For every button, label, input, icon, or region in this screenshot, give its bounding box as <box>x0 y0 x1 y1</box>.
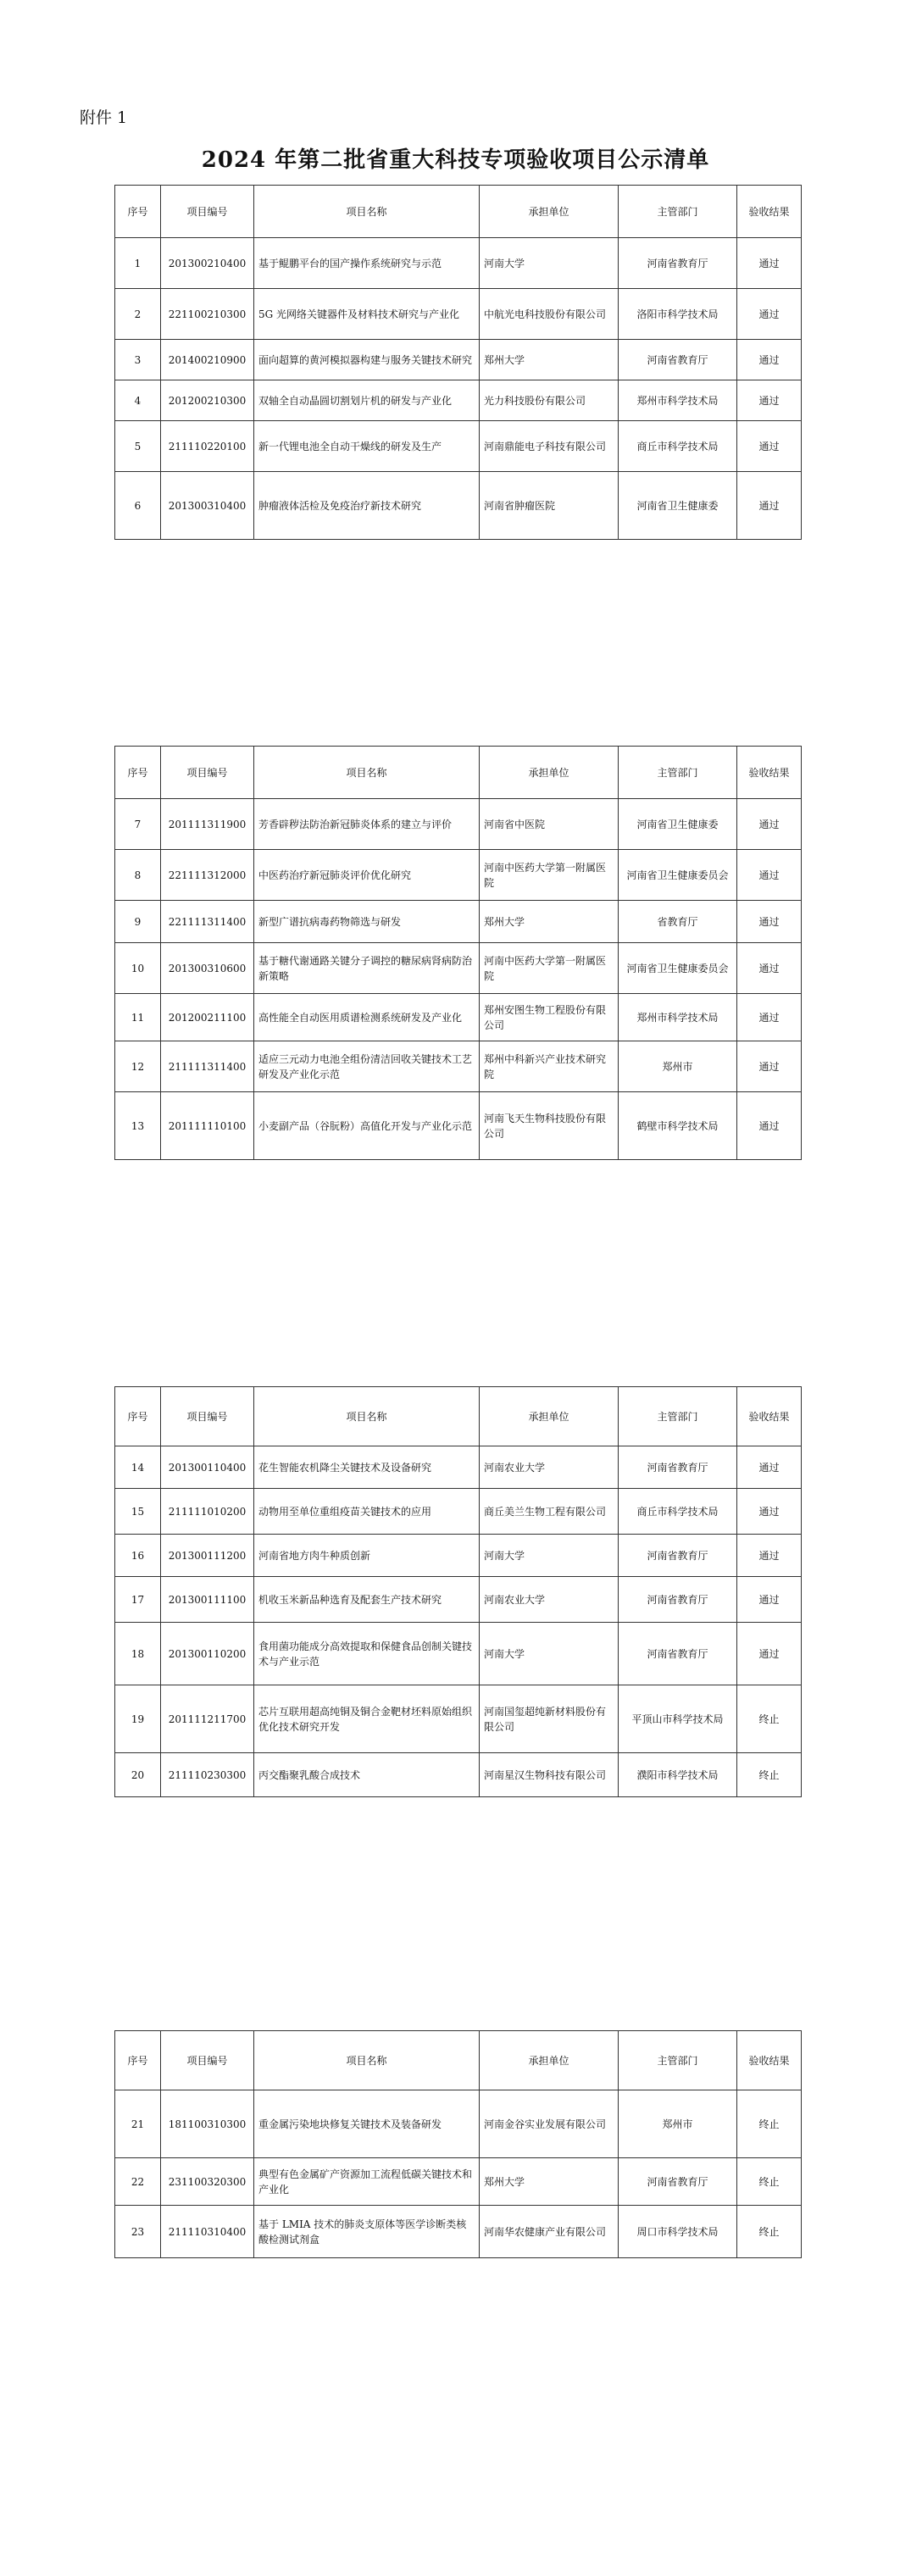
header-dept: 主管部门 <box>619 1387 737 1446</box>
row-dept: 河南省卫生健康委员会 <box>619 943 737 994</box>
row-dept: 河南省教育厅 <box>619 2158 737 2206</box>
row-no: 4 <box>115 380 161 421</box>
table-row <box>115 1041 802 1092</box>
row-no: 20 <box>115 1753 161 1797</box>
row-result: 通过 <box>737 1041 802 1092</box>
row-code: 211110230300 <box>161 1753 254 1797</box>
row-name: 中医药治疗新冠肺炎评价优化研究 <box>254 850 480 901</box>
table-row <box>115 340 802 380</box>
row-dept: 河南省卫生健康委员会 <box>619 850 737 901</box>
row-dept: 河南省教育厅 <box>619 1623 737 1685</box>
row-name: 肿瘤液体活检及免疫治疗新技术研究 <box>254 472 480 540</box>
header-result: 验收结果 <box>737 1387 802 1446</box>
row-name: 丙交酯聚乳酸合成技术 <box>254 1753 480 1797</box>
row-unit: 中航光电科技股份有限公司 <box>480 289 619 340</box>
row-name: 基于鲲鹏平台的国产操作系统研究与示范 <box>254 238 480 289</box>
row-name: 典型有色金属矿产资源加工流程低碳关键技术和产业化 <box>254 2158 480 2206</box>
table-row <box>115 1577 802 1623</box>
row-result: 通过 <box>737 799 802 850</box>
row-code: 221100210300 <box>161 289 254 340</box>
header-code: 项目编号 <box>161 747 254 799</box>
table-header-row <box>115 747 802 799</box>
row-code: 221111311400 <box>161 901 254 943</box>
table-row <box>115 799 802 850</box>
table-row <box>115 472 802 540</box>
row-result: 通过 <box>737 1446 802 1489</box>
header-no: 序号 <box>115 186 161 238</box>
row-unit: 河南农业大学 <box>480 1446 619 1489</box>
row-code: 211111311400 <box>161 1041 254 1092</box>
row-code: 201300111200 <box>161 1535 254 1577</box>
row-result: 通过 <box>737 943 802 994</box>
row-unit: 商丘美兰生物工程有限公司 <box>480 1489 619 1535</box>
row-dept: 商丘市科学技术局 <box>619 1489 737 1535</box>
table-row <box>115 2090 802 2158</box>
row-dept: 郑州市 <box>619 1041 737 1092</box>
row-name: 适应三元动力电池全组份清洁回收关键技术工艺研发及产业化示范 <box>254 1041 480 1092</box>
table-row <box>115 380 802 421</box>
row-dept: 河南省教育厅 <box>619 1577 737 1623</box>
table-row <box>115 1446 802 1489</box>
row-unit: 河南中医药大学第一附属医院 <box>480 850 619 901</box>
header-name: 项目名称 <box>254 2031 480 2090</box>
row-no: 16 <box>115 1535 161 1577</box>
table-row <box>115 1753 802 1797</box>
project-table-4 <box>114 2030 802 2258</box>
row-result: 通过 <box>737 421 802 472</box>
row-code: 201300310600 <box>161 943 254 994</box>
row-no: 8 <box>115 850 161 901</box>
row-dept: 河南省教育厅 <box>619 1535 737 1577</box>
row-no: 14 <box>115 1446 161 1489</box>
row-code: 201400210900 <box>161 340 254 380</box>
row-no: 2 <box>115 289 161 340</box>
page-title: 2024 年第二批省重大科技专项验收项目公示清单 <box>201 147 710 173</box>
row-code: 211110310400 <box>161 2206 254 2258</box>
row-code: 201200210300 <box>161 380 254 421</box>
row-code: 211111010200 <box>161 1489 254 1535</box>
row-name: 花生智能农机降尘关键技术及设备研究 <box>254 1446 480 1489</box>
row-no: 10 <box>115 943 161 994</box>
row-code: 221111312000 <box>161 850 254 901</box>
row-no: 19 <box>115 1685 161 1753</box>
row-result: 终止 <box>737 2206 802 2258</box>
row-unit: 郑州大学 <box>480 2158 619 2206</box>
header-unit: 承担单位 <box>480 747 619 799</box>
row-dept: 河南省教育厅 <box>619 340 737 380</box>
row-name: 芯片互联用超高纯铜及铜合金靶材坯料原始组织优化技术研究开发 <box>254 1685 480 1753</box>
row-no: 13 <box>115 1092 161 1160</box>
row-unit: 河南中医药大学第一附属医院 <box>480 943 619 994</box>
header-unit: 承担单位 <box>480 2031 619 2090</box>
header-unit: 承担单位 <box>480 186 619 238</box>
header-unit: 承担单位 <box>480 1387 619 1446</box>
row-unit: 河南金谷实业发展有限公司 <box>480 2090 619 2158</box>
row-result: 通过 <box>737 1577 802 1623</box>
row-dept: 濮阳市科学技术局 <box>619 1753 737 1797</box>
row-result: 终止 <box>737 2090 802 2158</box>
row-name: 新一代锂电池全自动干燥线的研发及生产 <box>254 421 480 472</box>
row-unit: 河南农业大学 <box>480 1577 619 1623</box>
table-row <box>115 1685 802 1753</box>
row-unit: 河南大学 <box>480 1535 619 1577</box>
row-result: 通过 <box>737 340 802 380</box>
header-result: 验收结果 <box>737 747 802 799</box>
header-no: 序号 <box>115 1387 161 1446</box>
row-dept: 鹤壁市科学技术局 <box>619 1092 737 1160</box>
row-unit: 河南国玺超纯新材料股份有限公司 <box>480 1685 619 1753</box>
row-result: 终止 <box>737 1685 802 1753</box>
table-row <box>115 994 802 1041</box>
header-name: 项目名称 <box>254 186 480 238</box>
header-no: 序号 <box>115 747 161 799</box>
row-result: 通过 <box>737 1535 802 1577</box>
table-header-row <box>115 1387 802 1446</box>
table-row <box>115 1092 802 1160</box>
project-table-1 <box>114 185 802 540</box>
row-no: 18 <box>115 1623 161 1685</box>
header-name: 项目名称 <box>254 1387 480 1446</box>
row-no: 17 <box>115 1577 161 1623</box>
row-unit: 光力科技股份有限公司 <box>480 380 619 421</box>
row-code: 231100320300 <box>161 2158 254 2206</box>
row-result: 终止 <box>737 2158 802 2206</box>
table-row <box>115 289 802 340</box>
row-result: 通过 <box>737 289 802 340</box>
header-dept: 主管部门 <box>619 747 737 799</box>
row-result: 通过 <box>737 380 802 421</box>
row-name: 机收玉米新品种选育及配套生产技术研究 <box>254 1577 480 1623</box>
row-unit: 河南飞天生物科技股份有限公司 <box>480 1092 619 1160</box>
row-no: 11 <box>115 994 161 1041</box>
row-result: 通过 <box>737 238 802 289</box>
row-code: 201300110400 <box>161 1446 254 1489</box>
table-row <box>115 421 802 472</box>
row-no: 3 <box>115 340 161 380</box>
table-row <box>115 2206 802 2258</box>
row-unit: 郑州中科新兴产业技术研究院 <box>480 1041 619 1092</box>
row-code: 201300110200 <box>161 1623 254 1685</box>
row-name: 小麦副产品（谷朊粉）高值化开发与产业化示范 <box>254 1092 480 1160</box>
attachment-label: 附件 1 <box>80 108 128 127</box>
row-no: 7 <box>115 799 161 850</box>
row-dept: 河南省卫生健康委 <box>619 472 737 540</box>
row-code: 201300210400 <box>161 238 254 289</box>
row-code: 201300310400 <box>161 472 254 540</box>
table-row <box>115 2158 802 2206</box>
row-name: 新型广谱抗病毒药物筛选与研发 <box>254 901 480 943</box>
project-table-2 <box>114 746 802 1160</box>
row-no: 9 <box>115 901 161 943</box>
row-unit: 郑州安图生物工程股份有限公司 <box>480 994 619 1041</box>
row-name: 动物用至单位重组疫苗关键技术的应用 <box>254 1489 480 1535</box>
row-result: 通过 <box>737 994 802 1041</box>
header-no: 序号 <box>115 2031 161 2090</box>
header-name: 项目名称 <box>254 747 480 799</box>
row-dept: 周口市科学技术局 <box>619 2206 737 2258</box>
row-unit: 郑州大学 <box>480 901 619 943</box>
row-code: 201200211100 <box>161 994 254 1041</box>
row-result: 通过 <box>737 472 802 540</box>
row-name: 5G 光网络关键器件及材料技术研究与产业化 <box>254 289 480 340</box>
table-header-row <box>115 186 802 238</box>
header-code: 项目编号 <box>161 2031 254 2090</box>
row-result: 通过 <box>737 1489 802 1535</box>
row-code: 201111311900 <box>161 799 254 850</box>
header-dept: 主管部门 <box>619 2031 737 2090</box>
row-unit: 河南大学 <box>480 1623 619 1685</box>
row-unit: 河南鼎能电子科技有限公司 <box>480 421 619 472</box>
row-name: 芳香辟秽法防治新冠肺炎体系的建立与评价 <box>254 799 480 850</box>
row-dept: 商丘市科学技术局 <box>619 421 737 472</box>
row-result: 通过 <box>737 1092 802 1160</box>
row-result: 通过 <box>737 901 802 943</box>
row-no: 21 <box>115 2090 161 2158</box>
table-row <box>115 1489 802 1535</box>
header-code: 项目编号 <box>161 1387 254 1446</box>
row-no: 23 <box>115 2206 161 2258</box>
row-name: 基于 LMIA 技术的肺炎支原体等医学诊断类核酸检测试剂盒 <box>254 2206 480 2258</box>
row-dept: 郑州市科学技术局 <box>619 994 737 1041</box>
row-result: 通过 <box>737 1623 802 1685</box>
row-dept: 洛阳市科学技术局 <box>619 289 737 340</box>
table-row <box>115 1535 802 1577</box>
header-result: 验收结果 <box>737 186 802 238</box>
row-no: 12 <box>115 1041 161 1092</box>
row-unit: 郑州大学 <box>480 340 619 380</box>
header-code: 项目编号 <box>161 186 254 238</box>
table-row <box>115 850 802 901</box>
row-code: 201111110100 <box>161 1092 254 1160</box>
row-result: 终止 <box>737 1753 802 1797</box>
row-unit: 河南华农健康产业有限公司 <box>480 2206 619 2258</box>
table-row <box>115 1623 802 1685</box>
row-name: 基于糖代谢通路关键分子调控的糖尿病肾病防治新策略 <box>254 943 480 994</box>
row-unit: 河南大学 <box>480 238 619 289</box>
project-table-3 <box>114 1386 802 1797</box>
row-code: 211110220100 <box>161 421 254 472</box>
row-no: 6 <box>115 472 161 540</box>
table-row <box>115 943 802 994</box>
row-dept: 省教育厅 <box>619 901 737 943</box>
row-no: 1 <box>115 238 161 289</box>
row-unit: 河南星汉生物科技有限公司 <box>480 1753 619 1797</box>
row-no: 5 <box>115 421 161 472</box>
table-header-row <box>115 2031 802 2090</box>
row-dept: 郑州市 <box>619 2090 737 2158</box>
row-name: 重金属污染地块修复关键技术及装备研发 <box>254 2090 480 2158</box>
table-row <box>115 901 802 943</box>
table-row <box>115 238 802 289</box>
row-dept: 河南省卫生健康委 <box>619 799 737 850</box>
row-name: 高性能全自动医用质谱检测系统研发及产业化 <box>254 994 480 1041</box>
row-name: 河南省地方肉牛种质创新 <box>254 1535 480 1577</box>
row-no: 15 <box>115 1489 161 1535</box>
row-unit: 河南省中医院 <box>480 799 619 850</box>
row-name: 食用菌功能成分高效提取和保健食品创制关键技术与产业示范 <box>254 1623 480 1685</box>
header-result: 验收结果 <box>737 2031 802 2090</box>
row-dept: 河南省教育厅 <box>619 1446 737 1489</box>
row-dept: 平顶山市科学技术局 <box>619 1685 737 1753</box>
row-unit: 河南省肿瘤医院 <box>480 472 619 540</box>
row-dept: 郑州市科学技术局 <box>619 380 737 421</box>
row-code: 201300111100 <box>161 1577 254 1623</box>
row-dept: 河南省教育厅 <box>619 238 737 289</box>
row-code: 201111211700 <box>161 1685 254 1753</box>
row-name: 面向超算的黄河模拟器构建与服务关键技术研究 <box>254 340 480 380</box>
row-code: 181100310300 <box>161 2090 254 2158</box>
row-result: 通过 <box>737 850 802 901</box>
header-dept: 主管部门 <box>619 186 737 238</box>
row-name: 双轴全自动晶圆切割划片机的研发与产业化 <box>254 380 480 421</box>
row-no: 22 <box>115 2158 161 2206</box>
